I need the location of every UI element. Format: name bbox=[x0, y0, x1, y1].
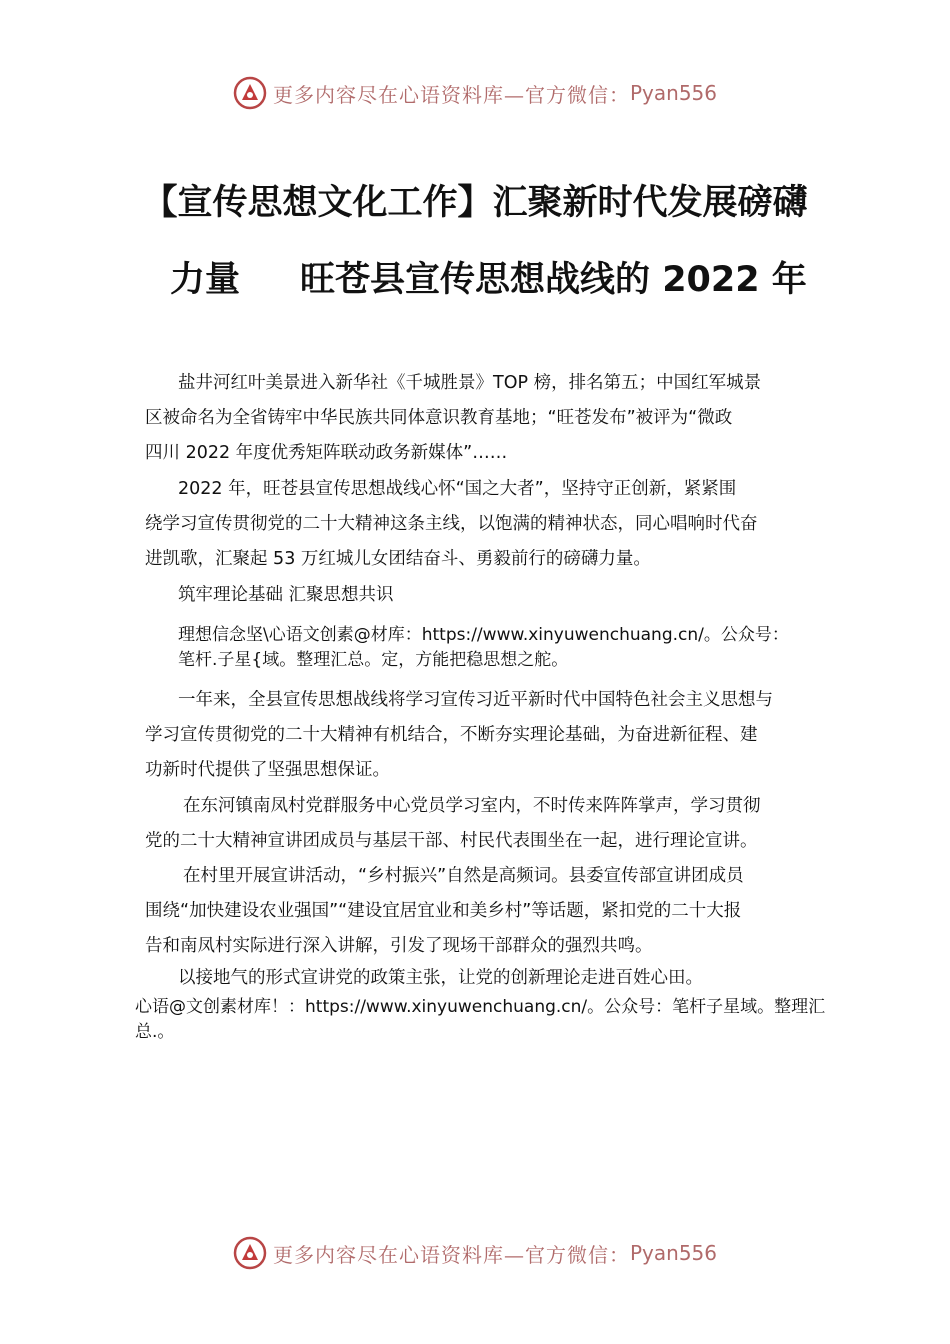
paragraph-line: 在村里开展宣讲活动，“乡村振兴”自然是高频词。县委宣传部宣讲团成员 bbox=[183, 866, 744, 886]
paragraph-line: 2022 年，旺苍县宣传思想战线心怀“国之大者”，坚持守正创新，紧紧围 bbox=[178, 479, 737, 499]
paragraph-line: 党的二十大精神宣讲团成员与基层干部、村民代表围坐在一起，进行理论宣讲。 bbox=[145, 831, 758, 851]
header-banner bbox=[0, 76, 950, 110]
paragraph-3 bbox=[145, 683, 773, 788]
paragraph-line: 在东河镇南凤村党群服务中心党员学习室内，不时传来阵阵掌声，学习贯彻 bbox=[183, 796, 761, 816]
paragraph-4 bbox=[145, 789, 761, 859]
banner-text: 更多内容尽在心语资料库—官方微信： bbox=[272, 1242, 630, 1267]
paragraph-line: 功新时代提供了坚强思想保证。 bbox=[145, 760, 390, 780]
paragraph-watermark-2 bbox=[135, 995, 825, 1045]
paragraph-line: 总.。 bbox=[135, 1022, 175, 1042]
document-title-line-2 bbox=[170, 252, 807, 302]
paragraph-line: 进凯歌，汇聚起 53 万红城儿女团结奋斗、勇毅前行的磅礴力量。 bbox=[145, 549, 651, 569]
red-seal-logo-icon bbox=[233, 76, 267, 110]
paragraph-line: 四川 2022 年度优秀矩阵联动政务新媒体”…… bbox=[145, 443, 508, 463]
banner-wechat-id: Pyan556 bbox=[629, 81, 717, 105]
section-heading bbox=[178, 578, 394, 613]
paragraph-line: 心语@文创素材库！：https://www.xinyuwenchuang.cn/。公众号：笔杆子星域。整理汇 bbox=[135, 997, 826, 1017]
paragraph-line: 绕学习宣传贯彻党的二十大精神这条主线，以饱满的精神状态，同心唱响时代奋 bbox=[145, 514, 758, 534]
banner-wechat-id: Pyan556 bbox=[629, 1241, 717, 1265]
paragraph-line: 笔杆.子星{域。整理汇总。定，方能把稳思想之舵。 bbox=[178, 650, 569, 670]
paragraph-line: 区被命名为全省铸牢中华民族共同体意识教育基地；“旺苍发布”被评为“微政 bbox=[145, 408, 733, 428]
paragraph-1 bbox=[145, 366, 761, 471]
footer-banner bbox=[0, 1236, 950, 1270]
paragraph-2 bbox=[145, 472, 758, 577]
paragraph-line: 告和南凤村实际进行深入讲解，引发了现场干部群众的强烈共鸣。 bbox=[145, 936, 653, 956]
paragraph-line: 盐井河红叶美景进入新华社《千城胜景》TOP 榜，排名第五；中国红军城景 bbox=[178, 373, 762, 393]
title-part-a: 力量 bbox=[170, 260, 241, 300]
paragraph-6 bbox=[145, 963, 703, 993]
paragraph-line: 理想信念坚\心语文创素@材库：https://www.xinyuwenchuang.cn/。公众号： bbox=[178, 625, 789, 645]
paragraph-line: 一年来，全县宣传思想战线将学习宣传习近平新时代中国特色社会主义思想与 bbox=[178, 690, 773, 710]
document-title-line-1: 【宣传思想文化工作】汇聚新时代发展磅礴 bbox=[142, 183, 808, 223]
paragraph-5 bbox=[145, 859, 744, 964]
paragraph-line: 学习宣传贯彻党的二十大精神有机结合，不断夯实理论基础，为奋进新征程、建 bbox=[145, 725, 758, 745]
section-heading-text: 筑牢理论基础 汇聚思想共识 bbox=[178, 585, 394, 605]
red-seal-logo-icon bbox=[233, 1236, 267, 1270]
paragraph-line: 围绕“加快建设农业强国”“建设宜居宜业和美乡村”等话题，紧扣党的二十大报 bbox=[145, 901, 742, 921]
title-part-b: 旺苍县宣传思想战线的 2022 年 bbox=[300, 260, 807, 300]
banner-text: 更多内容尽在心语资料库—官方微信： bbox=[272, 82, 630, 107]
paragraph-watermark-1 bbox=[178, 623, 789, 673]
paragraph-line: 以接地气的形式宣讲党的政策主张，让党的创新理论走进百姓心田。 bbox=[178, 968, 703, 988]
